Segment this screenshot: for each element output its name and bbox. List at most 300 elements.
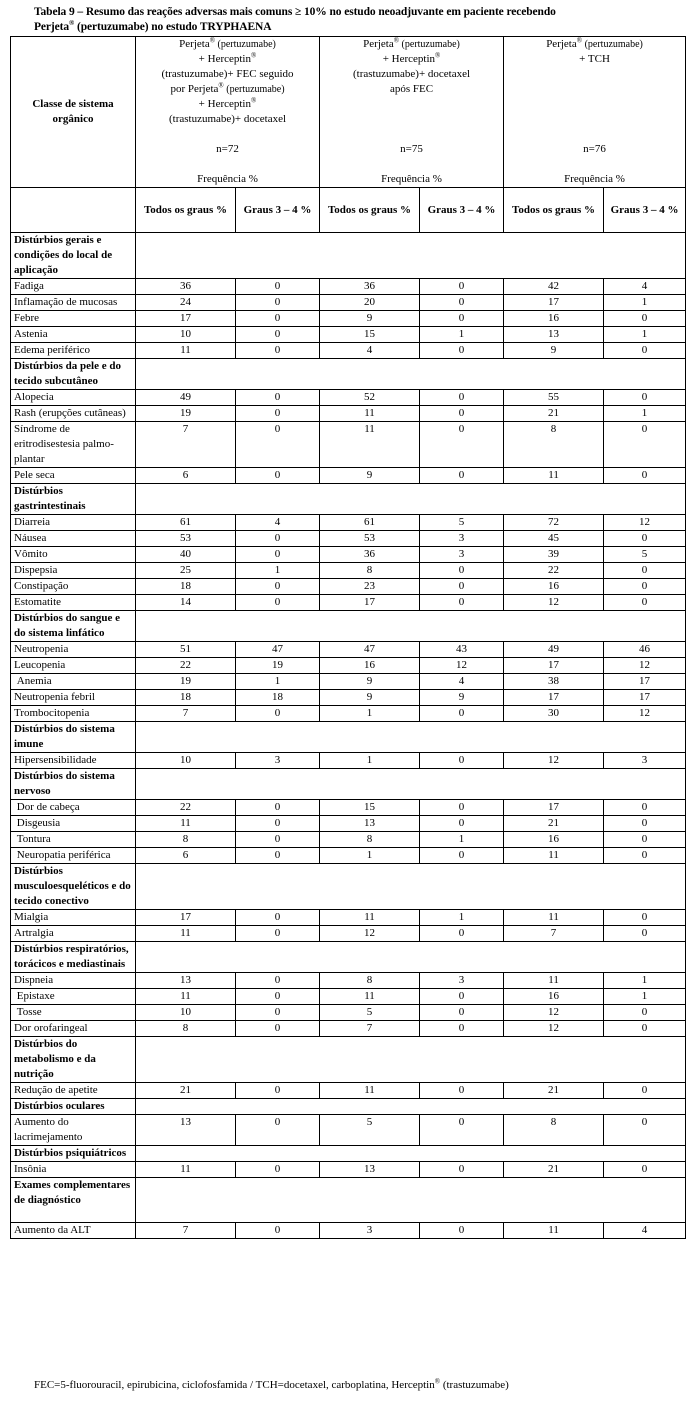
grade-34-value: 0 [236, 706, 320, 722]
reaction-label: Mialgia [11, 910, 136, 926]
grade-34-value: 0 [420, 989, 504, 1005]
grade-34-value: 0 [420, 1223, 504, 1239]
reaction-label: Hipersensibilidade [11, 753, 136, 769]
all-grades-value: 15 [320, 327, 420, 343]
table-row [11, 563, 686, 579]
reaction-label: Neutropenia febril [11, 690, 136, 706]
all-grades-value: 18 [136, 690, 236, 706]
grade-34-value: 18 [236, 690, 320, 706]
arm-regimen-line: (trastuzumabe)+ FEC seguido [161, 68, 294, 80]
category-fill [136, 942, 686, 973]
grade-34-value: 0 [604, 563, 686, 579]
grade-34-value: 0 [604, 595, 686, 611]
grade-34-value: 12 [604, 706, 686, 722]
arm-regimen-line: Perjeta® (pertuzumabe) [179, 36, 276, 50]
all-grades-value: 9 [320, 311, 420, 327]
grade-34-value: 0 [236, 800, 320, 816]
all-grades-value: 5 [320, 1115, 420, 1146]
all-grades-value: 7 [504, 926, 604, 942]
grade-34-value: 0 [604, 343, 686, 359]
category-fill [136, 1099, 686, 1115]
grade-34-value: 0 [236, 1083, 320, 1099]
grade-34-value: 1 [604, 327, 686, 343]
arm-regimen-line: Perjeta® (pertuzumabe) [546, 36, 643, 50]
table-row [11, 468, 686, 484]
arm-regimen-line: + Herceptin® [382, 51, 441, 65]
grade-34-value: 5 [420, 515, 504, 531]
all-grades-value: 16 [504, 832, 604, 848]
table-title [34, 5, 684, 35]
reaction-label: Neutropenia [11, 642, 136, 658]
table-row [11, 279, 686, 295]
category-label: Distúrbios oculares [11, 1099, 136, 1115]
grade-34-value: 0 [236, 1115, 320, 1146]
grade-34-value: 0 [420, 579, 504, 595]
grade-34-value: 0 [420, 595, 504, 611]
all-grades-value: 17 [504, 800, 604, 816]
all-grades-value: 40 [136, 547, 236, 563]
reaction-label: Náusea [11, 531, 136, 547]
category-fill [136, 1178, 686, 1223]
grade-34-value: 0 [236, 926, 320, 942]
table-row [11, 1115, 686, 1146]
grade-34-value: 0 [604, 848, 686, 864]
category-label: Distúrbios gerais e condições do local de aplicação [11, 233, 136, 279]
all-grades-value: 6 [136, 848, 236, 864]
all-grades-value: 45 [504, 531, 604, 547]
all-grades-value: 53 [320, 531, 420, 547]
category-fill [136, 233, 686, 279]
category-fill [136, 722, 686, 753]
grade-34-value: 12 [604, 658, 686, 674]
grade-34-value: 1 [604, 989, 686, 1005]
grade-34-value: 12 [604, 515, 686, 531]
grade-34-value: 0 [420, 1083, 504, 1099]
grade-34-value: 0 [236, 910, 320, 926]
grade-34-value: 12 [420, 658, 504, 674]
category-label: Distúrbios psiquiátricos [11, 1146, 136, 1162]
grade-34-value: 1 [604, 973, 686, 989]
grade-34-value: 46 [604, 642, 686, 658]
all-grades-value: 11 [320, 422, 420, 468]
grade-34-value: 0 [420, 295, 504, 311]
arm-spacer [507, 67, 682, 142]
reaction-label: Diarreia [11, 515, 136, 531]
all-grades-value: 21 [504, 1162, 604, 1178]
category-row [11, 484, 686, 515]
all-grades-value: 21 [504, 1083, 604, 1099]
grade-34-value: 0 [604, 390, 686, 406]
reaction-label: Síndrome de eritrodisestesia palmo-plantar [11, 422, 136, 468]
all-grades-value: 24 [136, 295, 236, 311]
all-grades-value: 15 [320, 800, 420, 816]
arm-sample-size: n=72 [216, 143, 239, 155]
all-grades-value: 12 [504, 1005, 604, 1021]
grade-34-value: 0 [236, 595, 320, 611]
grade-34-value: 0 [604, 1162, 686, 1178]
all-grades-value: 53 [136, 531, 236, 547]
grade-34-value: 4 [604, 279, 686, 295]
all-grades-value: 13 [504, 327, 604, 343]
grade-34-value: 5 [604, 547, 686, 563]
table-row [11, 658, 686, 674]
table-row [11, 642, 686, 658]
all-grades-value: 1 [320, 848, 420, 864]
all-grades-value: 11 [320, 1083, 420, 1099]
header-row-arms [11, 37, 686, 188]
category-label: Exames complementares de diagnóstico [11, 1178, 136, 1223]
adverse-reactions-table [10, 36, 686, 1239]
all-grades-value: 9 [320, 690, 420, 706]
grade-34-value: 1 [420, 832, 504, 848]
all-grades-value: 11 [136, 816, 236, 832]
category-fill [136, 1146, 686, 1162]
arm-regimen-line: (trastuzumabe)+ docetaxel [168, 113, 287, 125]
all-grades-value: 13 [320, 1162, 420, 1178]
header-class-label: Classe de sistema orgânico [11, 37, 136, 188]
grade-34-value: 0 [236, 343, 320, 359]
reaction-label: Astenia [11, 327, 136, 343]
grade-34-value: 0 [236, 816, 320, 832]
arm-spacer [323, 97, 500, 142]
grade-34-value: 0 [604, 816, 686, 832]
grade-34-value: 47 [236, 642, 320, 658]
grade-34-value: 0 [420, 390, 504, 406]
grade-34-value: 0 [420, 406, 504, 422]
grade-34-value: 0 [236, 327, 320, 343]
header-all-grades-1: Todos os graus % [136, 188, 236, 233]
all-grades-value: 11 [320, 406, 420, 422]
grade-34-value: 0 [236, 1021, 320, 1037]
arm-regimen-line: + TCH [579, 53, 610, 65]
table-row [11, 800, 686, 816]
all-grades-value: 11 [136, 926, 236, 942]
all-grades-value: 11 [136, 1162, 236, 1178]
all-grades-value: 13 [136, 973, 236, 989]
all-grades-value: 11 [504, 468, 604, 484]
all-grades-value: 55 [504, 390, 604, 406]
grade-34-value: 0 [420, 311, 504, 327]
grade-34-value: 0 [604, 1115, 686, 1146]
arm-spacer [507, 157, 682, 172]
grade-34-value: 0 [236, 422, 320, 468]
category-label: Distúrbios do metabolismo e da nutrição [11, 1037, 136, 1083]
reaction-label: Neuropatia periférica [11, 848, 136, 864]
grade-34-value: 19 [236, 658, 320, 674]
all-grades-value: 17 [504, 295, 604, 311]
arm-regimen-line: (trastuzumabe)+ docetaxel [352, 68, 471, 80]
all-grades-value: 22 [136, 658, 236, 674]
table-title-line-1: Tabela 9 – Resumo das reações adversas mais comuns ≥ 10% no estudo neoadjuvante em paciente recebendo [34, 6, 556, 18]
category-label: Distúrbios gastrintestinais [11, 484, 136, 515]
all-grades-value: 36 [320, 279, 420, 295]
table-row [11, 515, 686, 531]
all-grades-value: 23 [320, 579, 420, 595]
reaction-label: Insônia [11, 1162, 136, 1178]
all-grades-value: 7 [136, 706, 236, 722]
header-grade-34-2: Graus 3 – 4 % [420, 188, 504, 233]
table-row [11, 926, 686, 942]
all-grades-value: 22 [504, 563, 604, 579]
reaction-label: Dor de cabeça [11, 800, 136, 816]
category-fill [136, 359, 686, 390]
all-grades-value: 49 [504, 642, 604, 658]
grade-34-value: 0 [604, 910, 686, 926]
table-row [11, 910, 686, 926]
grade-34-value: 1 [236, 563, 320, 579]
reaction-label: Disgeusia [11, 816, 136, 832]
grade-34-value: 4 [236, 515, 320, 531]
category-fill [136, 611, 686, 642]
arm-spacer [139, 127, 316, 142]
all-grades-value: 25 [136, 563, 236, 579]
grade-34-value: 0 [236, 1223, 320, 1239]
all-grades-value: 9 [320, 674, 420, 690]
all-grades-value: 16 [504, 579, 604, 595]
all-grades-value: 8 [136, 1021, 236, 1037]
table-row [11, 674, 686, 690]
grade-34-value: 0 [236, 547, 320, 563]
table-row [11, 848, 686, 864]
all-grades-value: 10 [136, 753, 236, 769]
all-grades-value: 39 [504, 547, 604, 563]
all-grades-value: 16 [504, 311, 604, 327]
reaction-label: Estomatite [11, 595, 136, 611]
grade-34-value: 1 [236, 674, 320, 690]
table-row [11, 1021, 686, 1037]
grade-34-value: 43 [420, 642, 504, 658]
all-grades-value: 17 [136, 311, 236, 327]
category-label: Distúrbios musculoesqueléticos e do tecido conectivo [11, 864, 136, 910]
all-grades-value: 8 [504, 1115, 604, 1146]
table-row [11, 816, 686, 832]
table-row [11, 343, 686, 359]
all-grades-value: 1 [320, 706, 420, 722]
reaction-label: Anemia [11, 674, 136, 690]
all-grades-value: 4 [320, 343, 420, 359]
table-row [11, 1162, 686, 1178]
grade-34-value: 0 [420, 800, 504, 816]
all-grades-value: 30 [504, 706, 604, 722]
category-row [11, 722, 686, 753]
header-arm-1 [136, 37, 320, 188]
table-row [11, 579, 686, 595]
table-row [11, 706, 686, 722]
table-row [11, 690, 686, 706]
all-grades-value: 21 [504, 816, 604, 832]
grade-34-value: 3 [420, 547, 504, 563]
arm-frequency-label: Frequência % [381, 173, 442, 185]
all-grades-value: 49 [136, 390, 236, 406]
grade-34-value: 0 [604, 832, 686, 848]
reaction-label: Constipação [11, 579, 136, 595]
grade-34-value: 3 [604, 753, 686, 769]
grade-34-value: 17 [604, 690, 686, 706]
all-grades-value: 11 [136, 343, 236, 359]
all-grades-value: 17 [136, 910, 236, 926]
grade-34-value: 0 [236, 579, 320, 595]
header-grade-34-1: Graus 3 – 4 % [236, 188, 320, 233]
all-grades-value: 52 [320, 390, 420, 406]
all-grades-value: 19 [136, 406, 236, 422]
grade-34-value: 0 [604, 800, 686, 816]
table-row [11, 832, 686, 848]
arm-regimen-line: + Herceptin® [198, 51, 257, 65]
all-grades-value: 36 [320, 547, 420, 563]
reaction-label: Dispepsia [11, 563, 136, 579]
reaction-label: Redução de apetite [11, 1083, 136, 1099]
all-grades-value: 17 [320, 595, 420, 611]
table-row [11, 531, 686, 547]
all-grades-value: 61 [320, 515, 420, 531]
all-grades-value: 12 [504, 753, 604, 769]
all-grades-value: 11 [320, 910, 420, 926]
all-grades-value: 7 [136, 1223, 236, 1239]
category-row [11, 1037, 686, 1083]
reaction-label: Tontura [11, 832, 136, 848]
all-grades-value: 42 [504, 279, 604, 295]
reaction-label: Tosse [11, 1005, 136, 1021]
reaction-label: Vômito [11, 547, 136, 563]
all-grades-value: 36 [136, 279, 236, 295]
grade-34-value: 0 [236, 295, 320, 311]
all-grades-value: 20 [320, 295, 420, 311]
all-grades-value: 10 [136, 1005, 236, 1021]
category-row [11, 864, 686, 910]
reaction-label: Dor orofaringeal [11, 1021, 136, 1037]
grade-34-value: 0 [236, 390, 320, 406]
grade-34-value: 0 [420, 816, 504, 832]
all-grades-value: 17 [504, 658, 604, 674]
grade-34-value: 0 [604, 468, 686, 484]
all-grades-value: 5 [320, 1005, 420, 1021]
all-grades-value: 1 [320, 753, 420, 769]
reaction-label: Fadiga [11, 279, 136, 295]
all-grades-value: 61 [136, 515, 236, 531]
table-row [11, 1223, 686, 1239]
grade-34-value: 0 [420, 848, 504, 864]
grade-34-value: 0 [420, 468, 504, 484]
grade-34-value: 0 [236, 531, 320, 547]
reaction-label: Aumento do lacrimejamento [11, 1115, 136, 1146]
arm-spacer [323, 157, 500, 172]
table-row [11, 989, 686, 1005]
category-fill [136, 484, 686, 515]
all-grades-value: 47 [320, 642, 420, 658]
reaction-label: Trombocitopenia [11, 706, 136, 722]
arm-spacer [139, 157, 316, 172]
table-row [11, 295, 686, 311]
all-grades-value: 16 [320, 658, 420, 674]
table-row [11, 547, 686, 563]
header-grades-blank [11, 188, 136, 233]
grade-34-value: 0 [236, 848, 320, 864]
all-grades-value: 13 [136, 1115, 236, 1146]
arm-frequency-label: Frequência % [564, 173, 625, 185]
all-grades-value: 3 [320, 1223, 420, 1239]
category-row [11, 1099, 686, 1115]
grade-34-value: 0 [604, 531, 686, 547]
all-grades-value: 11 [320, 989, 420, 1005]
table-row [11, 1005, 686, 1021]
grade-34-value: 1 [604, 295, 686, 311]
arm-regimen-line: Perjeta® (pertuzumabe) [363, 36, 460, 50]
grade-34-value: 0 [604, 1083, 686, 1099]
header-row-grades [11, 188, 686, 233]
reaction-label: Aumento da ALT [11, 1223, 136, 1239]
table-footnote: FEC=5-fluorouracil, epirubicina, ciclofosfamida / TCH=docetaxel, carboplatina, Herceptin® (trastuzumabe) [34, 1377, 509, 1391]
header-all-grades-2: Todos os graus % [320, 188, 420, 233]
grade-34-value: 0 [420, 706, 504, 722]
grade-34-value: 0 [236, 468, 320, 484]
all-grades-value: 22 [136, 800, 236, 816]
category-row [11, 611, 686, 642]
grade-34-value: 0 [420, 1115, 504, 1146]
category-fill [136, 1037, 686, 1083]
all-grades-value: 38 [504, 674, 604, 690]
reaction-label: Rash (erupções cutâneas) [11, 406, 136, 422]
arm-frequency-label: Frequência % [197, 173, 258, 185]
grade-34-value: 0 [236, 279, 320, 295]
grade-34-value: 0 [420, 279, 504, 295]
category-fill [136, 769, 686, 800]
reaction-label: Alopecia [11, 390, 136, 406]
reaction-label: Leucopenia [11, 658, 136, 674]
grade-34-value: 0 [236, 832, 320, 848]
all-grades-value: 21 [504, 406, 604, 422]
all-grades-value: 72 [504, 515, 604, 531]
grade-34-value: 3 [420, 531, 504, 547]
all-grades-value: 8 [504, 422, 604, 468]
category-row [11, 769, 686, 800]
table-row [11, 390, 686, 406]
all-grades-value: 11 [504, 1223, 604, 1239]
table-row [11, 422, 686, 468]
category-label: Distúrbios respiratórios, torácicos e mediastinais [11, 942, 136, 973]
all-grades-value: 9 [504, 343, 604, 359]
all-grades-value: 12 [504, 595, 604, 611]
grade-34-value: 17 [604, 674, 686, 690]
reaction-label: Febre [11, 311, 136, 327]
all-grades-value: 7 [136, 422, 236, 468]
reaction-label: Artralgia [11, 926, 136, 942]
all-grades-value: 7 [320, 1021, 420, 1037]
all-grades-value: 16 [504, 989, 604, 1005]
category-label: Distúrbios do sistema nervoso [11, 769, 136, 800]
category-row [11, 233, 686, 279]
grade-34-value: 0 [420, 926, 504, 942]
arm-regimen-line: após FEC [389, 83, 434, 95]
all-grades-value: 10 [136, 327, 236, 343]
category-row [11, 359, 686, 390]
grade-34-value: 0 [236, 1005, 320, 1021]
all-grades-value: 9 [320, 468, 420, 484]
table-body [11, 233, 686, 1239]
category-row [11, 1178, 686, 1223]
grade-34-value: 0 [420, 422, 504, 468]
grade-34-value: 1 [420, 327, 504, 343]
arm-sample-size: n=76 [583, 143, 606, 155]
category-label: Distúrbios da pele e do tecido subcutâneo [11, 359, 136, 390]
grade-34-value: 9 [420, 690, 504, 706]
category-fill [136, 864, 686, 910]
grade-34-value: 4 [420, 674, 504, 690]
all-grades-value: 11 [504, 973, 604, 989]
table-row [11, 406, 686, 422]
table-row [11, 327, 686, 343]
grade-34-value: 0 [420, 1021, 504, 1037]
arm-sample-size: n=75 [400, 143, 423, 155]
